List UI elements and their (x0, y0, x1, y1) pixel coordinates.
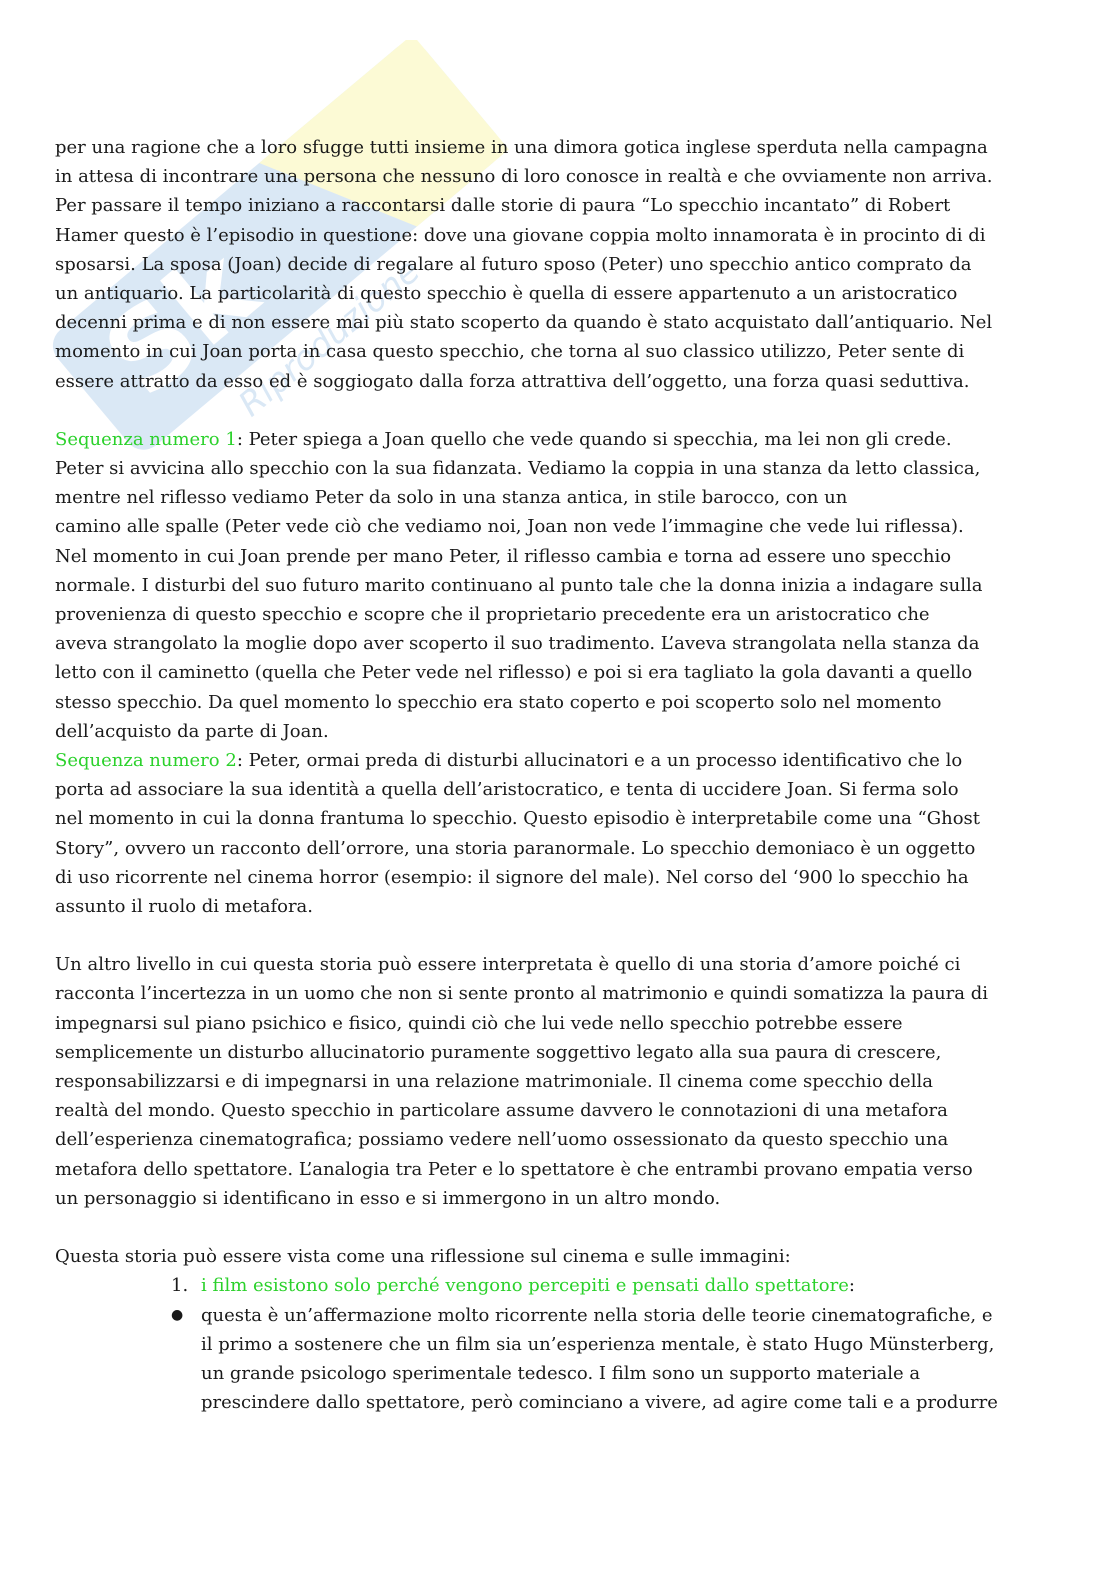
text-line: un antiquario. La particolarità di questo specchio è quella di essere appartenuto a un aristocratico (55, 282, 958, 304)
text-line: nel momento in cui la donna frantuma lo specchio. Questo episodio è interpretabile come una “Ghost (55, 808, 981, 830)
text-line: decenni prima e di non essere mai più stato scoperto da quando è stato acquistato dall’antiquario. Nel (55, 312, 993, 334)
bullet-list-item (55, 1301, 1065, 1418)
text-line: responsabilizzarsi e di impegnarsi in una relazione matrimoniale. Il cinema come specchio della (55, 1071, 933, 1092)
text-line: realtà del mondo. Questo specchio in particolare assume davvero le connotazioni di una metafora (55, 1100, 948, 1122)
text-line: prescindere dallo spettatore, però cominciano a vivere, ad agire come tali e a produrre (201, 1392, 998, 1414)
text-line: in attesa di incontrare una persona che nessuno di loro conosce in realtà e che ovviamente non arriva. (55, 166, 993, 188)
text-line: : Peter spiega a Joan quello che vede quando si specchia, ma lei non gli crede. (236, 428, 952, 450)
sequence-heading: Sequenza numero 1 (55, 428, 237, 450)
text-line: provenienza di questo specchio e scopre che il proprietario precedente era un aristocratico che (55, 604, 930, 625)
list-item-text: i film esistono solo perché vengono percepiti e pensati dallo spettatore (201, 1275, 849, 1297)
text-line: Nel momento in cui Joan prende per mano Peter, il riflesso cambia e torna ad essere uno specchio (55, 545, 952, 567)
text-line: Peter si avvicina allo specchio con la sua fidanzata. Vediamo la coppia in una stanza da letto classica, (55, 458, 981, 480)
text-line: porta ad associare la sua identità a quella dell’aristocratico, e tenta di uccidere Joan. Si ferma solo (55, 779, 959, 801)
text-line: semplicemente un disturbo allucinatorio puramente soggettivo legato alla sua paura di crescere, (55, 1041, 942, 1063)
text-line: dell’acquisto da parte di Joan. (55, 720, 329, 742)
text-line: un grande psicologo sperimentale tedesco. I film sono un supporto materiale a (201, 1362, 921, 1384)
paragraph-sequence-2 (55, 746, 1065, 921)
text-line: : Peter, ormai preda di disturbi allucinatori e a un processo identificativo che lo (236, 749, 963, 771)
list-number: 1. (171, 1275, 189, 1297)
svg-text:Riproduzione: Riproduzione (231, 250, 428, 425)
text-line: Un altro livello in cui questa storia può essere interpretata è quello di una storia d’amore poiché ci (55, 954, 961, 976)
text-line: mentre nel riflesso vediamo Peter da solo in una stanza antica, in stile barocco, con un (55, 487, 848, 509)
text-line: aveva strangolato la moglie dopo aver scoperto il suo tradimento. L’aveva strangolata nella stanza da (55, 633, 980, 655)
text-line: di uso ricorrente nel cinema horror (esempio: il signore del male). Nel corso del ‘900 lo specchio ha (55, 866, 969, 888)
text-line: Hamer questo è l’episodio in questione: dove una giovane coppia molto innamorata è in procinto di di (55, 224, 986, 246)
text-line: assunto il ruolo di metafora. (55, 895, 314, 917)
numbered-list-item (55, 1271, 1065, 1300)
document-body (55, 133, 1065, 1417)
bullet-icon: ● (171, 1306, 184, 1323)
text-line: questa è un’affermazione molto ricorrente nella storia delle teorie cinematografiche, e (201, 1304, 993, 1326)
list-item-suffix: : (848, 1275, 855, 1297)
text-line: normale. I disturbi del suo futuro marito continuano al punto tale che la donna inizia a indagare sulla (55, 574, 983, 596)
text-line: stesso specchio. Da quel momento lo specchio era stato coperto e poi scoperto solo nel momento (55, 691, 942, 713)
text-line: il primo a sostenere che un film sia un’esperienza mentale, è stato Hugo Münsterberg, (201, 1333, 995, 1355)
paragraph-sequence-1 (55, 425, 1065, 746)
text-line: dell’esperienza cinematografica; possiamo vedere nell’uomo ossessionato da questo specchio una (55, 1129, 949, 1151)
sequence-heading: Sequenza numero 2 (55, 749, 237, 771)
text-line: Story”, ovvero un racconto dell’orrore, una storia paranormale. Lo specchio demoniaco è un oggetto (55, 837, 976, 859)
text-line: sposarsi. La sposa (Joan) decide di regalare al futuro sposo (Peter) uno specchio antico comprato da (55, 253, 972, 275)
text-line: impegnarsi sul piano psichico e fisico, quindi ciò che lui vede nello specchio potrebbe essere (55, 1012, 903, 1034)
paragraph-intro (55, 133, 1065, 396)
text-line: metafora dello spettatore. L’analogia tra Peter e lo spettatore è che entrambi provano empatia verso (55, 1158, 973, 1180)
text-line: letto con il caminetto (quella che Peter vede nel riflesso) e poi si era tagliato la gola davanti a quello (55, 662, 973, 684)
text-line: momento in cui Joan porta in casa questo specchio, che torna al suo classico utilizzo, Peter sente di (55, 341, 965, 363)
text-line: essere attratto da esso ed è soggiogato dalla forza attrattiva dell’oggetto, una forza quasi seduttiva. (55, 370, 970, 392)
svg-text:Sk: Sk (80, 225, 280, 422)
text-line: Per passare il tempo iniziano a raccontarsi dalle storie di paura “Lo specchio incantato” di Robert (55, 195, 951, 217)
text-line: per una ragione che a loro sfugge tutti insieme in una dimora gotica inglese sperduta nella campagna (55, 137, 988, 158)
text-line: racconta l’incertezza in un uomo che non si sente pronto al matrimonio e quindi somatizza la paura di (55, 983, 989, 1005)
text-line: un personaggio si identificano in esso e si immergono in un altro mondo. (55, 1187, 721, 1209)
list-intro: Questa storia può essere vista come una riflessione sul cinema e sulle immagini: (55, 1246, 791, 1268)
paragraph-love-story (55, 950, 1065, 1213)
text-line: camino alle spalle (Peter vede ciò che vediamo noi, Joan non vede l’immagine che vede lui riflessa). (55, 516, 964, 538)
